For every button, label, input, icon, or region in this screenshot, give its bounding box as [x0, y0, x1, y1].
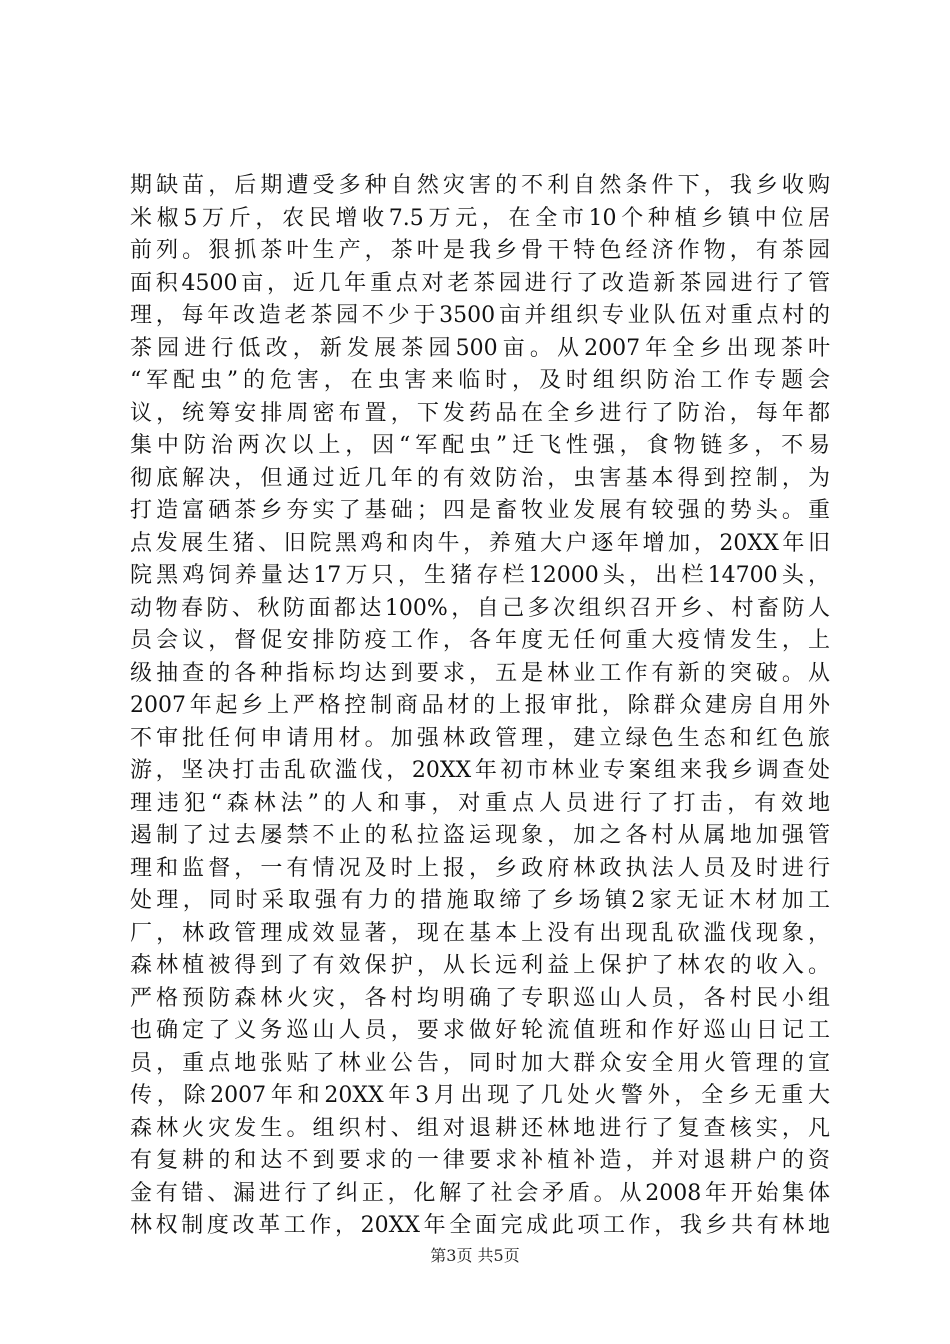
text-line: 茶园进行低改，新发展茶园500亩。从2007年全乡出现茶叶	[130, 335, 830, 361]
text-line: 游，坚决打击乱砍滥伐，20XX年初市林业专案组来我乡调查处	[130, 758, 830, 783]
text-line: 集中防治两次以上，因“军配虫”迁飞性强，食物链多，不易	[130, 433, 830, 458]
text-line: 面积4500亩，近几年重点对老茶园进行了改造新茶园进行了管	[130, 270, 830, 296]
page-footer: 第3页 共5页	[430, 1246, 520, 1265]
text-line: 森林植被得到了有效保护，从长远利益上保护了林农的收入。	[130, 953, 830, 978]
text-line: 理和监督，一有情况及时上报，乡政府林政执法人员及时进行	[130, 855, 830, 881]
text-line: 彻底解决，但通过近几年的有效防治，虫害基本得到控制，为	[130, 465, 830, 491]
text-line: 级抽查的各种指标均达到要求，五是林业工作有新的突破。从	[130, 660, 830, 686]
text-line: 议，统筹安排周密布置，下发药品在全乡进行了防治，每年都	[130, 400, 830, 426]
text-line: 也确定了义务巡山人员，要求做好轮流值班和作好巡山日记工	[130, 1018, 830, 1043]
text-line: 打造富硒茶乡夯实了基础；四是畜牧业发展有较强的势头。重	[130, 498, 830, 523]
text-line: 森林火灾发生。组织村、组对退耕还林地进行了复查核实，凡	[130, 1115, 830, 1141]
text-line: 院黑鸡饲养量达17万只，生猪存栏12000头，出栏14700头，	[130, 563, 830, 588]
text-line: 厂，林政管理成效显著，现在基本上没有出现乱砍滥伐现象，	[130, 920, 830, 946]
text-line: 米椒5万斤，农民增收7.5万元，在全市10个种植乡镇中位居	[130, 205, 830, 231]
text-line: 林权制度改革工作，20XX年全面完成此项工作，我乡共有林地	[130, 1213, 830, 1238]
text-line: 点发展生猪、旧院黑鸡和肉牛，养殖大户逐年增加，20XX年旧	[130, 530, 830, 556]
text-line: 理违犯“森林法”的人和事，对重点人员进行了打击，有效地	[130, 790, 830, 816]
text-line: “军配虫”的危害，在虫害来临时，及时组织防治工作专题会	[130, 368, 830, 393]
text-line: 传，除2007年和20XX年3月出现了几处火警外，全乡无重大	[130, 1083, 830, 1108]
text-line: 2007年起乡上严格控制商品材的上报审批，除群众建房自用外	[130, 693, 830, 718]
body-text	[130, 170, 830, 1243]
text-line: 动物春防、秋防面都达100%，自己多次组织召开乡、村畜防人	[130, 595, 830, 621]
text-line: 有复耕的和达不到要求的一律要求补植补造，并对退耕户的资	[130, 1148, 830, 1173]
text-line: 处理，同时采取强有力的措施取缔了乡场镇2家无证木材加工	[130, 888, 830, 913]
text-line: 不审批任何申请用材。加强林政管理，建立绿色生态和红色旅	[130, 725, 830, 751]
text-line: 期缺苗，后期遭受多种自然灾害的不利自然条件下，我乡收购	[130, 173, 830, 198]
text-line: 员会议，督促安排防疫工作，各年度无任何重大疫情发生，上	[130, 628, 830, 653]
text-line: 员，重点地张贴了林业公告，同时加大群众安全用火管理的宣	[130, 1050, 830, 1076]
text-line: 前列。狠抓茶叶生产，茶叶是我乡骨干特色经济作物，有茶园	[130, 238, 830, 263]
text-line: 金有错、漏进行了纠正，化解了社会矛盾。从2008年开始集体	[130, 1180, 830, 1206]
text-line: 理，每年改造老茶园不少于3500亩并组织专业队伍对重点村的	[130, 303, 830, 328]
text-line: 严格预防森林火灾，各村均明确了专职巡山人员，各村民小组	[130, 985, 830, 1011]
text-line: 遏制了过去屡禁不止的私拉盗运现象，加之各村从属地加强管	[130, 823, 830, 848]
